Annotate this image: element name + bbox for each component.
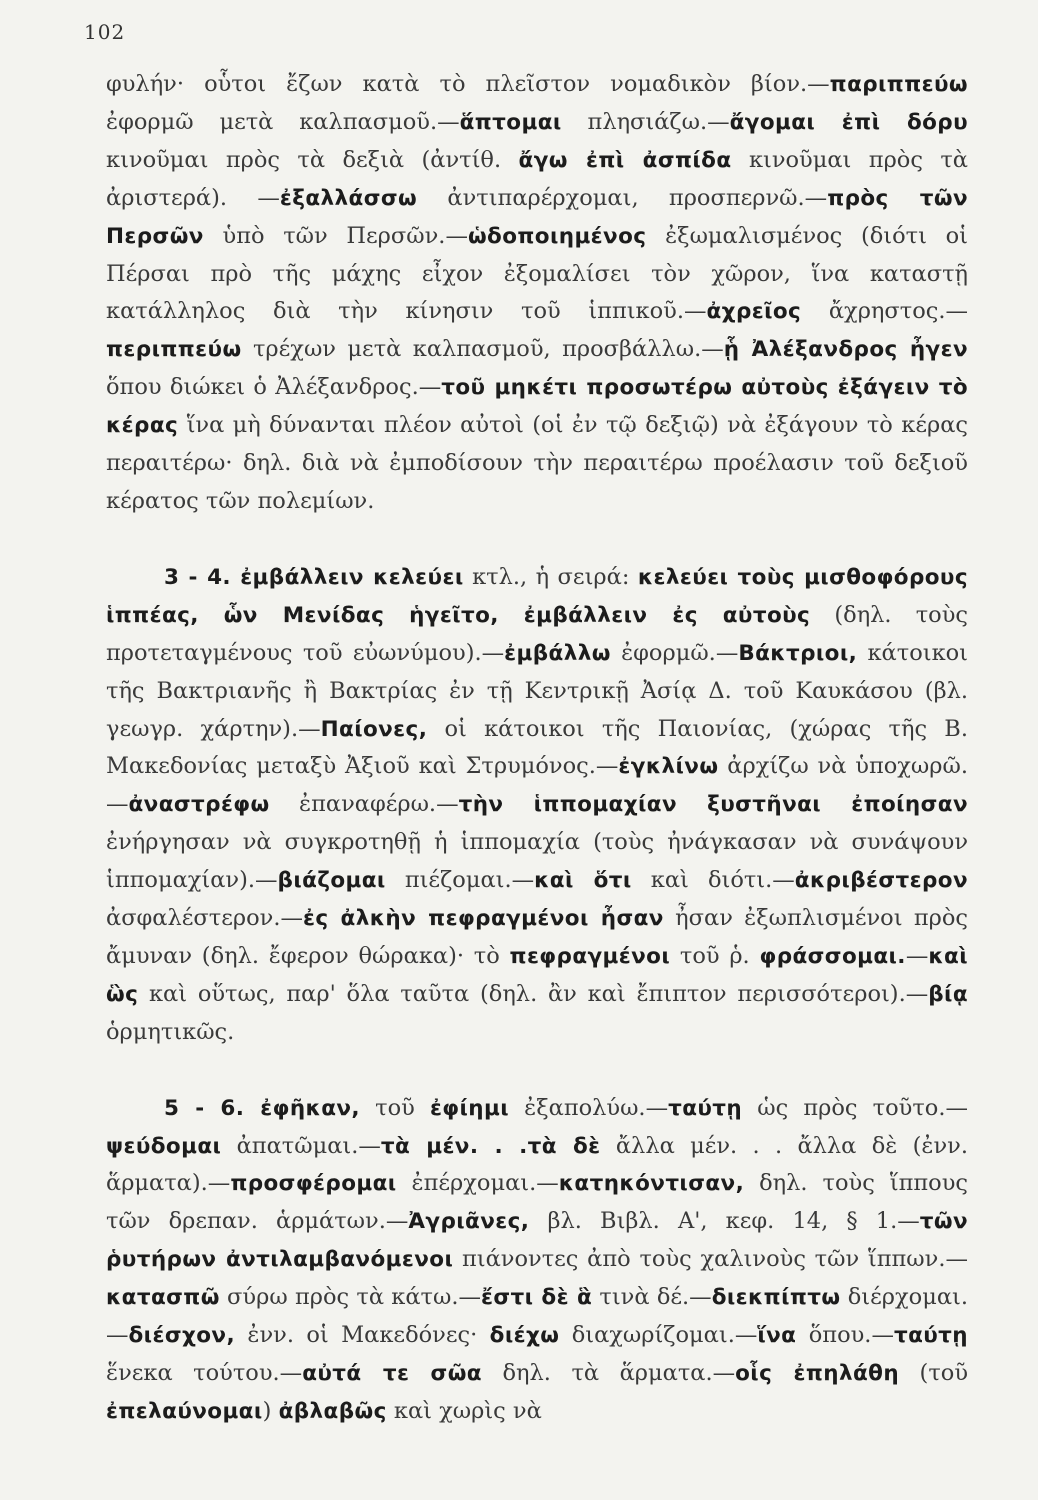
gloss-text: καὶ χωρὶς νὰ — [386, 1397, 542, 1424]
gloss-text: κινοῦμαι πρὸς τὰ ἀριστερά). — — [106, 146, 969, 211]
lemma-term: ἀναστρέφω — [128, 792, 270, 818]
lemma-term: τὰ μέν. . .τὰ δὲ — [380, 1133, 601, 1159]
gloss-text: πιάνοντες ἀπὸ τοὺς χαλινοὺς τῶν ἵππων.— — [453, 1246, 968, 1273]
lemma-term: βιάζομαι — [277, 868, 386, 894]
gloss-text: ἐνήργησαν νὰ συγκροτηθῇ ἡ ἱππομαχία (τοὺς ἠνάγκασαν νὰ συνάψουν ἱππομαχίαν).— — [106, 829, 968, 894]
lemma-term: καὶ ὅτι — [534, 868, 632, 894]
gloss-text: καὶ οὕτως, παρ' ὅλα ταῦτα (δηλ. ἂν καὶ ἔπιπτον περισσότεροι).— — [138, 980, 929, 1007]
lemma-term: τῶν ῥυτήρων ἀντιλαμβανόμενοι — [106, 1209, 968, 1273]
gloss-text: ἦσαν ἐξωπλισμένοι πρὸς ἄμυναν (δηλ. ἔφερον θώρακα)· τὸ — [106, 905, 968, 969]
gloss-text: ) — [262, 1397, 279, 1424]
lemma-term: διεκπίπτω — [711, 1285, 841, 1311]
lemma-term: τοῦ μηκέτι προσωτέρω αὐτοὺς ἐξάγειν τὸ κέρας — [106, 375, 968, 439]
gloss-text: διαχωρίζομαι.— — [559, 1322, 758, 1349]
lemma-term: ἀβλαβῶς — [278, 1398, 387, 1424]
gloss-text: κινοῦμαι πρὸς τὰ δεξιὰ (ἀντίθ. — [106, 146, 519, 173]
gloss-text: ἐνν. οἱ Μακεδόνες· — [235, 1322, 490, 1349]
gloss-text: διέρχομαι.— — [106, 1284, 968, 1349]
lemma-term: ἐπελαύνομαι — [106, 1398, 263, 1424]
lemma-term: ἀχρεῖος — [706, 299, 802, 325]
paragraph-commentary-5-6 — [106, 1090, 968, 1431]
gloss-text: πιέζομαι.— — [385, 867, 535, 894]
lemma-term: ἄγομαι ἐπὶ δόρυ — [729, 109, 969, 135]
lemma-term: 3 - 4. ἐμβάλλειν κελεύει — [164, 564, 464, 590]
gloss-text: καὶ διότι.— — [631, 867, 795, 894]
gloss-text: κτλ., ἡ σειρά: — [463, 563, 638, 590]
lemma-term: ἔστι δὲ ἃ — [481, 1285, 593, 1311]
lemma-term: κατασπῶ — [106, 1285, 220, 1311]
lemma-term: διέσχον, — [128, 1323, 236, 1349]
gloss-text: — — [905, 942, 929, 969]
gloss-text: ἄχρηστος.— — [801, 298, 969, 325]
lemma-term: ἅπτομαι — [459, 109, 562, 135]
lemma-term: πεφραγμένοι — [509, 943, 671, 969]
page-number: 102 — [84, 20, 126, 44]
commentary-text — [106, 66, 968, 1431]
gloss-text: (τοῦ — [899, 1360, 969, 1386]
lemma-term: ψεύδομαι — [106, 1133, 222, 1159]
gloss-text: τοῦ — [359, 1094, 430, 1121]
gloss-text: ἐφορμῶ μετὰ καλπασμοῦ.— — [106, 108, 460, 135]
lemma-term: κατηκόντισαν, — [558, 1171, 745, 1197]
gloss-text: τινὰ δέ.— — [592, 1284, 712, 1311]
gloss-text: βλ. Βιβλ. Α', κεφ. 14, § 1.— — [529, 1208, 920, 1235]
gloss-text: τρέχων μετὰ καλπασμοῦ, προσβάλλω.— — [241, 336, 724, 363]
paragraph-commentary-3-4 — [106, 559, 968, 1052]
lemma-term: ἐφίημι — [429, 1095, 510, 1121]
gloss-text: ἀπατῶμαι.— — [221, 1132, 381, 1159]
gloss-text: ὁρμητικῶς. — [106, 1018, 235, 1045]
lemma-term: τὴν ἱππομαχίαν ξυστῆναι ἐποίησαν — [458, 792, 968, 818]
lemma-term: ἐξαλλάσσω — [279, 185, 418, 211]
lemma-term: κελεύει τοὺς μισθοφόρους ἱππέας, ὧν Μενίδας ἡγεῖτο, ἐμβάλλειν ἐς αὐτοὺς — [106, 564, 968, 628]
lemma-term: προσφέρομαι — [230, 1171, 397, 1197]
gloss-text: δηλ. τὰ ἅρματα.— — [481, 1360, 736, 1386]
gloss-text: ἐφορμῶ.— — [610, 639, 739, 666]
lemma-term: Ἀγριᾶνες, — [408, 1209, 530, 1235]
lemma-term: ᾗ Ἀλέξανδρος ἦγεν — [723, 337, 968, 363]
gloss-text: τοῦ ῥ. — [670, 942, 760, 969]
gloss-text: οἱ κάτοικοι τῆς Παιονίας, (χώρας τῆς Β. Μακεδονίας μεταξὺ Ἀξιοῦ καὶ Στρυμόνος.— — [106, 715, 968, 780]
gloss-text: πλησιάζω.— — [561, 108, 730, 135]
lemma-term: περιππεύω — [106, 337, 242, 363]
lemma-term: διέχω — [489, 1323, 560, 1349]
lemma-term: ὡδοποιημένος — [467, 223, 647, 249]
gloss-text: ἐπέρχομαι.— — [396, 1170, 559, 1197]
gloss-text: ἀντιπαρέρχομαι, προσπερνῶ.— — [417, 184, 828, 211]
gloss-text: ἀρχίζω νὰ ὑποχωρῶ.— — [106, 753, 969, 818]
lemma-term: Βάκτριοι, — [738, 640, 858, 666]
gloss-text: ἀσφαλέστερον.— — [106, 905, 303, 932]
lemma-term: φράσσομαι. — [759, 943, 906, 969]
lemma-term: παριππεύω — [829, 72, 968, 97]
lemma-term: 5 - 6. ἐφῆκαν, — [164, 1095, 360, 1121]
lemma-term: ἵνα — [757, 1323, 797, 1349]
lemma-term: ἐγκλίνω — [618, 754, 719, 780]
gloss-text: ὡς πρὸς τοῦτο.— — [742, 1094, 968, 1121]
lemma-term: ταύτῃ — [668, 1095, 743, 1121]
gloss-text: ὑπὸ τῶν Περσῶν.— — [203, 222, 468, 249]
gloss-text: ἐξαπολύω.— — [509, 1094, 669, 1121]
gloss-text: φυλήν· οὗτοι ἔζων κατὰ τὸ πλεῖστον νομαδικὸν βίον.— — [106, 71, 830, 97]
lemma-term: Παίονες, — [320, 716, 428, 742]
gloss-text: ἄλλα μέν. . . ἄλλα δὲ (ἐνν. ἅρματα).— — [106, 1132, 968, 1197]
gloss-text: δηλ. τοὺς ἵππους τῶν δρεπαν. ἁρμάτων.— — [106, 1170, 969, 1235]
lemma-term: καὶ ὣς — [106, 943, 968, 1007]
lemma-term: ἀκριβέστερον — [794, 868, 968, 894]
lemma-term: ἐς ἀλκὴν πεφραγμένοι ἦσαν — [303, 906, 664, 932]
lemma-term: ἐμβάλλω — [504, 640, 611, 666]
lemma-term: βίᾳ — [928, 981, 968, 1007]
gloss-text: (δηλ. τοὺς προτεταγμένους τοῦ εὐωνύμου).— — [106, 601, 969, 666]
gloss-text: ἕνεκα τούτου.— — [106, 1360, 303, 1386]
gloss-text: ἐπαναφέρω.— — [269, 791, 459, 818]
gloss-text: κάτοικοι τῆς Βακτριανῆς ἢ Βακτρίας ἐν τῇ Κεντρικῇ Ἀσίᾳ Δ. τοῦ Καυκάσου (βλ. γεωγρ. χάρτην).— — [106, 639, 968, 742]
lemma-term: οἷς ἐπηλάθη — [735, 1361, 900, 1386]
gloss-text: ἐξωμαλισμένος (διότι οἱ Πέρσαι πρὸ τῆς μάχης εἶχον ἐξομαλίσει τὸν χῶρον, ἵνα καταστῇ κατάλληλος διὰ τὴν κίνησιν τοῦ ἱππικοῦ.— — [106, 222, 969, 325]
gloss-text: ὅπου διώκει ὁ Ἀλέξανδρος.— — [106, 374, 442, 401]
lemma-term: πρὸς τῶν Περσῶν — [106, 185, 968, 249]
lemma-term: ἄγω ἐπὶ ἀσπίδα — [518, 147, 732, 173]
lemma-term: ταύτῃ — [893, 1323, 968, 1349]
gloss-text: ἵνα μὴ δύνανται πλέον αὐτοὶ (οἱ ἐν τῷ δεξιῷ) νὰ ἐξάγουν τὸ κέρας περαιτέρω· δηλ. διὰ νὰ ἐμποδίσουν τὴν περαιτέρω προέλασιν τοῦ δεξιοῦ κέρατος τῶν πολεμίων. — [106, 412, 968, 514]
lemma-term: αὐτά τε σῶα — [302, 1361, 482, 1386]
paragraph-commentary-1 — [106, 66, 968, 521]
gloss-text: ὅπου.— — [796, 1322, 894, 1349]
gloss-text: σύρω πρὸς τὰ κάτω.— — [219, 1284, 481, 1311]
